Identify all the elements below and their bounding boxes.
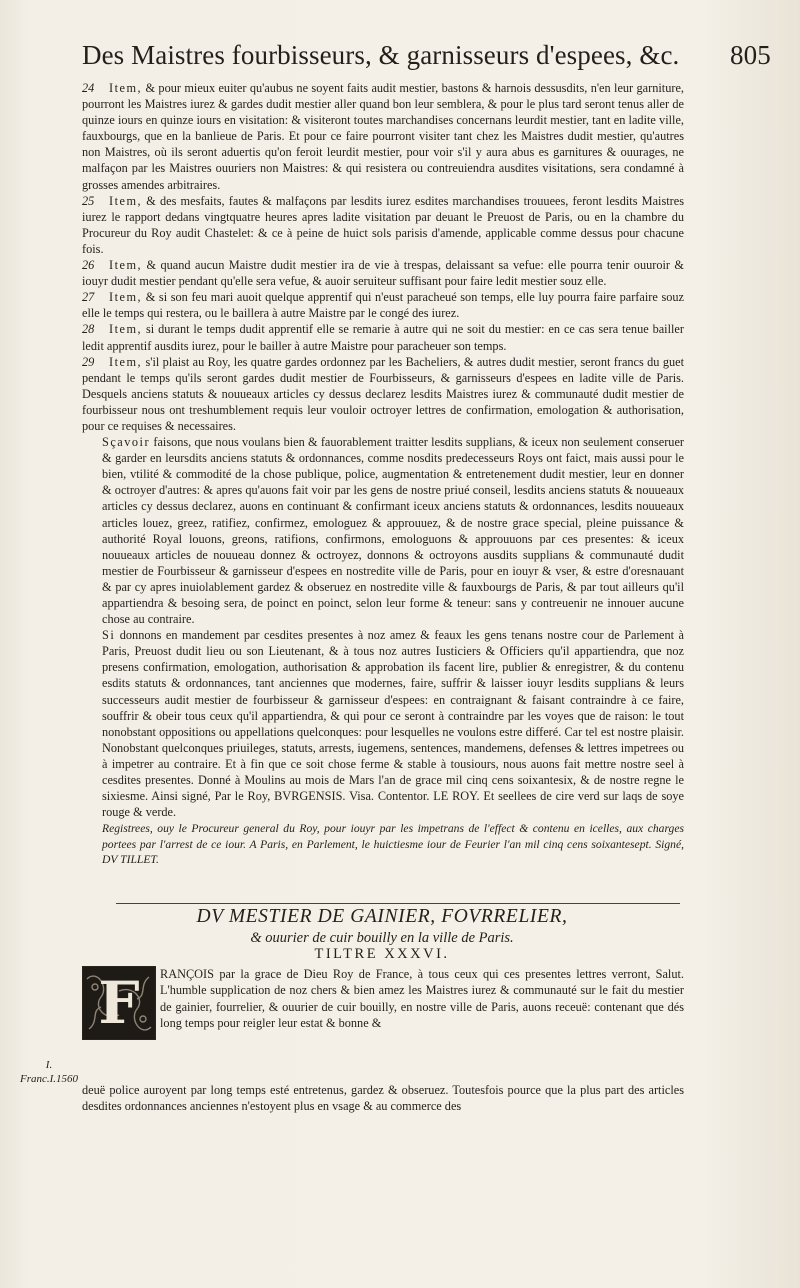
registration-note: Registrees, ouy le Procureur general du Roy, pour iouyr par les impetrans de l'effect & contenu en icelles, aux charges portees par l'arrest de ce iour. A Paris, en Parlement, le huictiesme iour de Feurier l'an mil cinq cens soixantesept. Signé, DV TILLET. <box>102 822 684 867</box>
si-donnons-paragraph <box>82 627 684 820</box>
article-text: & pour mieux euiter qu'aubus ne soyent faits audit mestier, bastons & harnois dessusdits, n'en leur garniture, pourront les Maistres iurez & gardes dudit mestier aller quand bon leur semblera, & pour le plus tard seront tenus aller de quinze iours en quinze iours en visitation: & visiteront toutes marchandises concernans leurdit mestier, tant en ladite ville, fauxbourgs, que en la banlieue de Paris. Et pour ce faire pourront visiter tant chez les Maistres dudit mestier, qu'autres non Maistres, où ils seront aduertis qu'on feroit leurdit mestier, pour voir s'il y aura abus es garnitures & ouurages, ne malfaçon par les Maistres ouuriers non Maistres: & qui resistera ou contreuiendra ausdites visitations, sera condamné à grosses amendes arbitraires. <box>82 81 684 192</box>
article-number: 25 <box>82 193 95 208</box>
margin-note <box>18 1058 80 1086</box>
article-lead-word: Item, <box>109 354 143 369</box>
article-lead-word: Item, <box>109 258 143 273</box>
margin-note-line2: Franc.I.1560 <box>19 1073 79 1085</box>
article-number: 29 <box>82 354 95 369</box>
new-section-continuation <box>82 1082 684 1115</box>
continuation-text: deuë police auroyent par long temps esté entretenus, gardez & obseruez. Toutesfois pource que la plus part des articles desdites ordonnances anciennes n'estoyent plus en vsage & au commerce des <box>82 1083 684 1114</box>
article-text: & si son feu mari auoit quelque apprentif qui n'eust paracheué son temps, elle luy pourra faire parfaire souz elle le temps qui restera, ou le baillera à autre Maistre par le congé des iurez. <box>82 290 684 321</box>
article-26 <box>82 257 684 289</box>
margin-note-line1: I. <box>45 1059 53 1071</box>
article-text: & des mesfaits, fautes & malfaçons par lesdits iurez esdites marchandises trouuees, feront lesdits Maistres iurez le rapport dedans vingtquatre heures apres ladite visitation par deuant le Preuost de Paris, ou en la chambre du Procureur du Roy audit Chastelet: & ce à peine de huict sols parisis d'amende, applicable comme dessus pour chacune fois. <box>82 193 684 256</box>
paragraph-text: faisons, que nous voulans bien & fauorablement traitter lesdits supplians, & iceux non seulement conseruer & garder en leursdits anciens statuts & ordonnances, comme nosdits predecesseurs Roys ont faict, mais aussi pour le bien, vtilité & commodité de la chose publique, police, augmentation & entretenement dudit mestier, leur en donner & octroyer d'autres: & apres qu'auons fait voir par les gens de nostre priué conseil, lesdits anciens statuts & nouueaux articles cy dessus declarez, auons en continuant & confirmant iceux anciens statuts & ordonnances, lesdits nouueaux articles louez, greez, ratifiez, confirmez, emologuez & approuuez, & de nostre grace special, pleine puissance & authorité Royal louons, greons, ratifions, confirmons, emologuons & approuuons par ces presentes: & iceux nouueaux articles de nouueau donnez & octroyez, donnons & octroyons ausdits supplians & communauté dudit mestier de Fourbisseur & garnisseur d'espees en nostredite ville de Paris, pour en iouyr & vser, & estre d'oresnauant & par cy apres inuiolablement gardez & obseruez en nostredite ville & fauxbourgs de Paris, & par tout ailleurs qu'il appartiendra & besoing sera, de poinct en poinct, selon leur forme & teneur: sans y contreuenir ne innouer aucune chose au contraire. <box>102 435 684 627</box>
main-text-block <box>82 80 684 868</box>
new-section-opening <box>160 966 684 1031</box>
section-subtitle: & ouurier de cuir bouilly en la ville de Paris. <box>250 930 514 946</box>
running-header <box>82 40 771 71</box>
article-text: s'il plaist au Roy, les quatre gardes ordonnez par les Bacheliers, & autres dudit mestier, seront francs du guet pendant le temps qu'ils seront gardes dudit mestier de Fourbisseurs, & garnisseurs d'espees en ladite ville de Paris. Desquels anciens statuts & nouueaux articles cy dessus declarez lesdits Maistres iurez & communauté dudit mestier de fourbisseur nous ont treshumblement requis leur vouloir octroyer lettres de confirmation, emologation & authorisation, pour ce requises & necessaires. <box>82 354 684 433</box>
paragraph-lead-word: Sçavoir <box>102 435 151 450</box>
section-title: DV MESTIER DE GAINIER, FOVRRELIER, <box>196 906 568 927</box>
article-lead-word: Item, <box>109 193 143 208</box>
header-title: Des Maistres fourbisseurs, & garnisseurs d'espees, &c. <box>82 40 680 70</box>
article-number: 24 <box>82 81 95 95</box>
article-29 <box>82 354 684 434</box>
decorated-initial <box>82 966 156 1040</box>
paragraph-text: donnons en mandement par cesdites presentes à noz amez & feaux les gens tenans nostre cour de Parlement à Paris, Preuost dudit lieu ou son Lieutenant, & à tous noz autres Iusticiers & Officiers qu'il appartiendra, que noz presens confirmation, emologation, authorisation & approbation ils facent lire, publier & enregistrer, & du contenu esdits statuts & ordonnances, tant anciennes que modernes, faire, suffrir & laisser iouyr lesdits supplians & leurs successeurs audit mestier de fourbisseur & garnisseur d'espees: en contraignant & faisant contraindre à ce faire, souffrir & obeir tous ceux qu'il appartiendra, & qui pour ce seront à contraindre par les voyes que de raison: le tout nonobstant oppositions ou appellations quelconques: pour lesquelles ne voulons estre differé. Car tel est nostre plaisir. Nonobstant quelconques priuileges, statuts, arrests, iugemens, sentences, mandemens, defenses & lettres impetrees ou à impetrer au contraire. Et à fin que ce soit chose ferme & stable à tousiours, nous auons fait mettre nostre seel à cesdites presentes. Donné à Moulins au mois de Mars l'an de grace mil cinq cens soixantesix, & de nostre regne le sixiesme. Ainsi signé, Par le Roy, BVRGENSIS. Visa. Contentor. LE ROY. Et seellees de cire verd sur laqs de soye rouge & verde. <box>102 628 684 820</box>
article-24 <box>82 80 684 193</box>
article-25 <box>82 193 684 257</box>
opening-text: RANÇOIS par la grace de Dieu Roy de France, à tous ceux qui ces presentes lettres verront, Salut. L'humble supplication de noz chers & bien amez les Maistres iurez & communauté sur le fait du mestier de gainier, fourrelier, & ouurier de cuir bouilly, en nostre ville de Paris, auons receuë: contenant que dés long temps pour reigler leur estat & bonne & <box>160 967 684 1030</box>
section-divider <box>116 903 680 904</box>
article-number: 28 <box>82 322 95 337</box>
article-lead-word: Item, <box>109 81 143 95</box>
article-text: si durant le temps dudit apprentif elle se remarie à autre qui ne soit du mestier: en ce cas sera tenue bailler ledit apprentif ausdits iurez, pour le bailler à autre Maistre pour paracheuer son temps. <box>82 322 684 353</box>
article-text: & quand aucun Maistre dudit mestier ira de vie à trespas, delaissant sa vefue: elle pourra tenir ouuroir & iouyr dudit mestier pendant qu'elle sera vefue, & auoir seruiteur suffisant pour faire ledit mestier souz elle. <box>82 258 684 289</box>
article-number: 26 <box>82 258 95 273</box>
article-28 <box>82 321 684 353</box>
page-number: 805 <box>730 40 771 70</box>
article-27 <box>82 289 684 321</box>
section-tiltre: TILTRE XXXVI. <box>314 946 450 962</box>
paragraph-lead-word: Si <box>102 628 116 643</box>
initial-letter: F <box>98 969 140 1037</box>
article-number: 27 <box>82 290 95 305</box>
article-lead-word: Item, <box>109 322 143 337</box>
scavoir-paragraph <box>82 434 684 627</box>
article-lead-word: Item, <box>109 290 143 305</box>
